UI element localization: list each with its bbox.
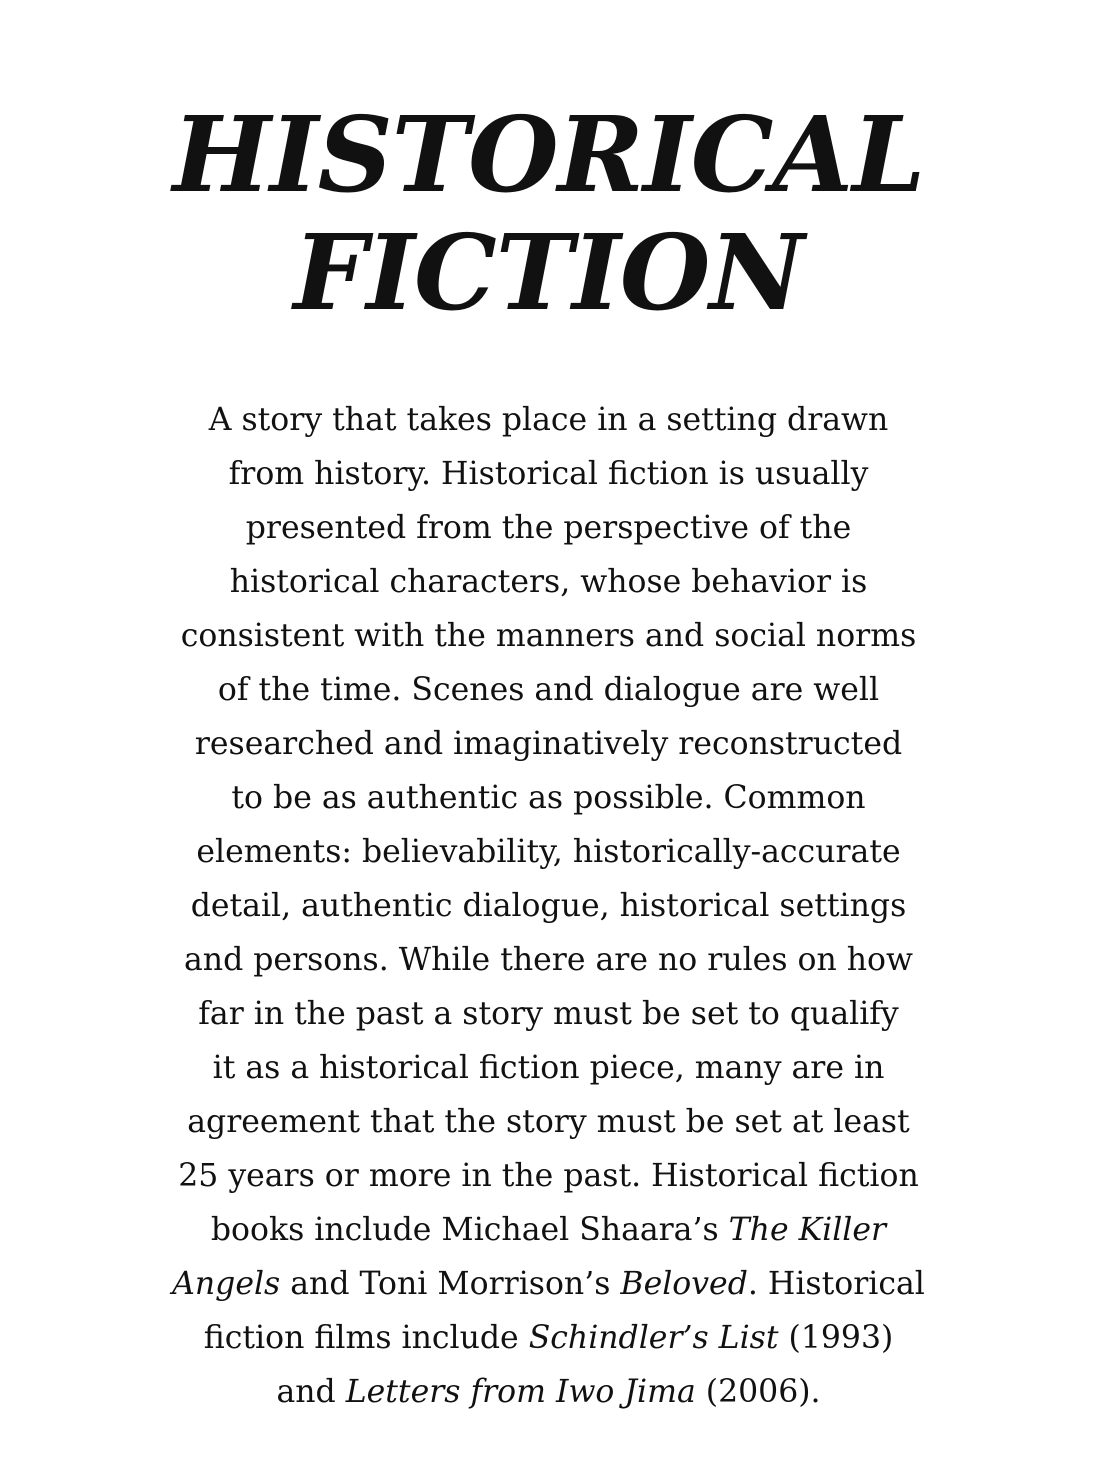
paragraph-line: presented from the perspective of the xyxy=(245,510,852,546)
book-title-killer-angels-part1: The Killer xyxy=(728,1212,887,1248)
paragraph-line: and persons. While there are no rules on how xyxy=(184,942,913,978)
paragraph-line: 25 years or more in the past. Historical fiction xyxy=(178,1158,919,1194)
page-title xyxy=(0,93,1097,334)
title-line-2: FICTION xyxy=(293,211,804,334)
film-title-schindlers-list: Schindler’s List xyxy=(528,1320,779,1356)
book-title-beloved: Beloved xyxy=(620,1266,748,1302)
paragraph-line: elements: believability, historically-accurate xyxy=(196,834,901,870)
line-text: (2006). xyxy=(695,1374,821,1410)
paragraph-line: to be as authentic as possible. Common xyxy=(231,780,866,816)
film-title-letters-from-iwo-jima: Letters from Iwo Jima xyxy=(345,1374,696,1410)
paragraph-line: detail, authentic dialogue, historical settings xyxy=(190,888,907,924)
line-text: (1993) xyxy=(778,1320,894,1356)
paragraph-line xyxy=(150,1257,947,1311)
definition-paragraph xyxy=(150,393,947,1419)
line-text: and Toni Morrison’s xyxy=(280,1266,621,1302)
book-title-killer-angels-part2: Angels xyxy=(172,1266,281,1302)
paragraph-line xyxy=(150,1311,947,1365)
paragraph-line: it as a historical fiction piece, many are in xyxy=(212,1050,885,1086)
paragraph-line xyxy=(150,1203,947,1257)
paragraph-line: researched and imaginatively reconstructed xyxy=(194,726,903,762)
line-text: fiction films include xyxy=(203,1320,529,1356)
paragraph-line: from history. Historical fiction is usually xyxy=(228,456,869,492)
paragraph-line xyxy=(150,1365,947,1419)
paragraph-line: agreement that the story must be set at least xyxy=(187,1104,910,1140)
line-text: and xyxy=(276,1374,346,1410)
title-line-1: HISTORICAL xyxy=(172,93,925,216)
paragraph-line: A story that takes place in a setting drawn xyxy=(208,402,889,438)
paragraph-line: far in the past a story must be set to qualify xyxy=(198,996,899,1032)
line-text: . Historical xyxy=(747,1266,925,1302)
paragraph-line: consistent with the manners and social norms xyxy=(180,618,917,654)
line-text: books include Michael Shaara’s xyxy=(210,1212,729,1248)
paragraph-line: of the time. Scenes and dialogue are well xyxy=(217,672,880,708)
paragraph-line: historical characters, whose behavior is xyxy=(229,564,868,600)
